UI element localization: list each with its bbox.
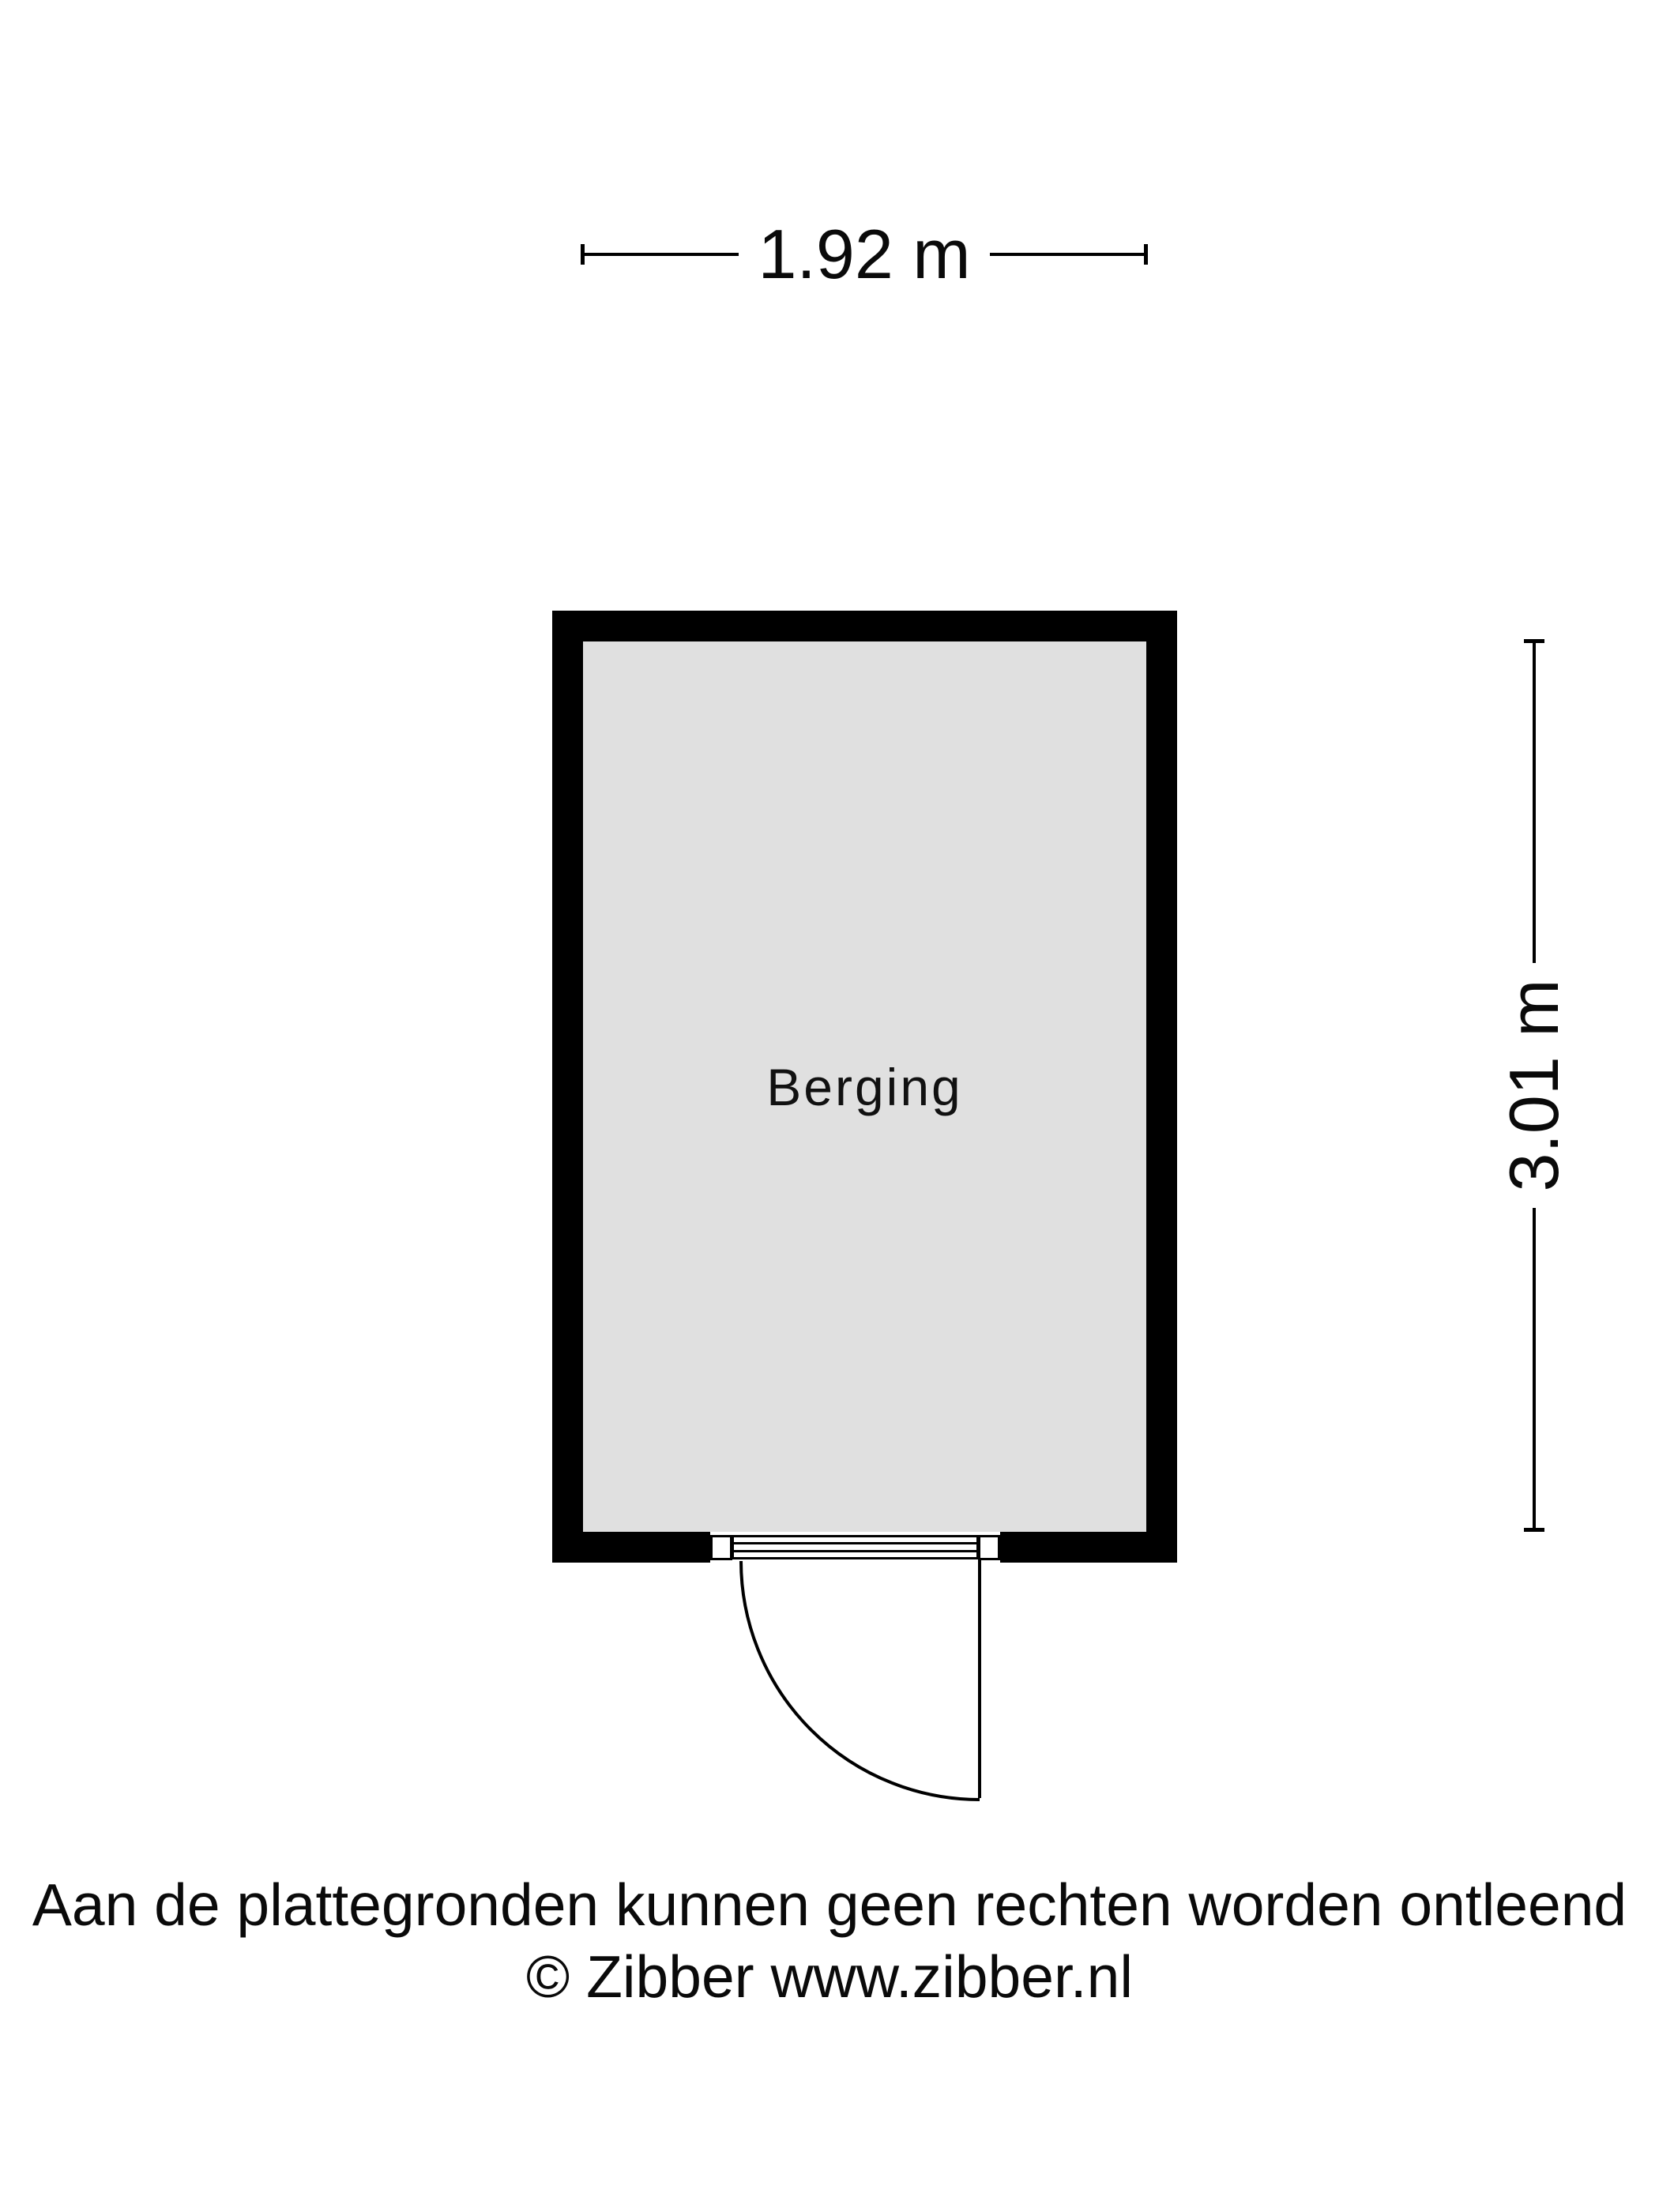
dimension-line-segment bbox=[1533, 1208, 1536, 1528]
height-dimension-label-box bbox=[1495, 963, 1573, 1208]
door-jamb-left bbox=[710, 1535, 732, 1560]
dimension-tick-bottom bbox=[1524, 1528, 1544, 1532]
width-dimension bbox=[581, 215, 1148, 293]
dimension-line-segment bbox=[1533, 643, 1536, 963]
height-dimension-label: 3.01 m bbox=[1495, 979, 1573, 1192]
room-label: Berging bbox=[766, 1057, 963, 1116]
room-berging bbox=[552, 611, 1177, 1563]
width-dimension-label: 1.92 m bbox=[758, 215, 971, 293]
footer bbox=[0, 1869, 1659, 2013]
door-swing-arc bbox=[735, 1552, 988, 1805]
disclaimer-text: Aan de plattegronden kunnen geen rechten worden ontleend bbox=[32, 1872, 1627, 1938]
copyright-text: © Zibber www.zibber.nl bbox=[525, 1943, 1134, 2010]
room-floor bbox=[583, 641, 1146, 1532]
dimension-line-segment bbox=[585, 253, 739, 256]
threshold-line bbox=[734, 1542, 976, 1544]
dimension-line-segment bbox=[990, 253, 1144, 256]
height-dimension bbox=[1495, 639, 1573, 1532]
dimension-tick-right bbox=[1144, 244, 1148, 265]
